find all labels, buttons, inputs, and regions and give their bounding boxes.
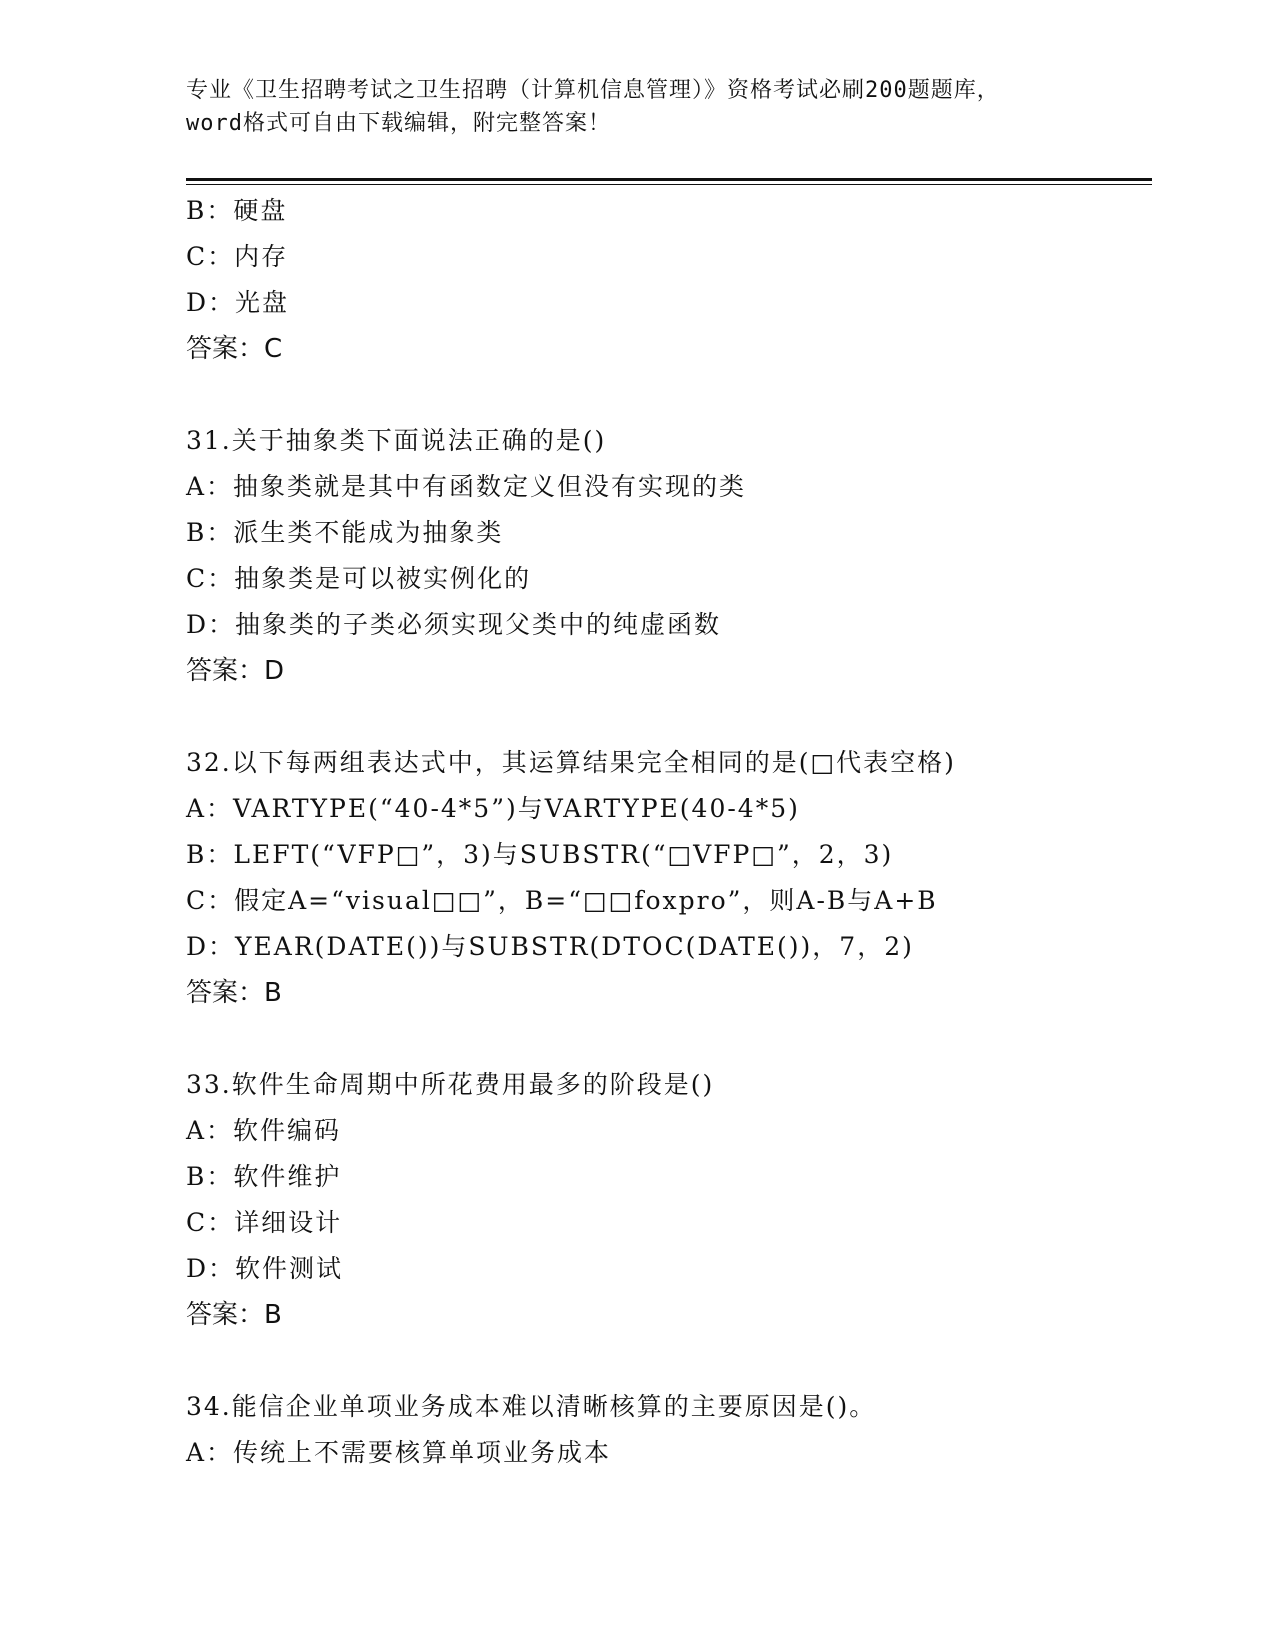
option-line: A：传统上不需要核算单项业务成本 — [186, 1438, 612, 1467]
answer-line: 答案：C — [186, 334, 283, 364]
answer-line: 答案：B — [186, 978, 282, 1008]
spacer — [186, 1338, 1152, 1384]
spacer — [186, 372, 1152, 418]
option-line: B：LEFT(“VFP□”，3)与SUBSTR(“□VFP□”，2，3) — [186, 840, 894, 869]
option-line: C：抽象类是可以被实例化的 — [186, 564, 532, 593]
header-divider-thin — [186, 184, 1152, 185]
question-stem: 32.以下每两组表达式中，其运算结果完全相同的是(□代表空格) — [186, 748, 956, 777]
spacer — [186, 1016, 1152, 1062]
option-line: D：光盘 — [186, 288, 290, 317]
option-line: B：派生类不能成为抽象类 — [186, 518, 504, 547]
header-line-1: 专业《卫生招聘考试之卫生招聘（计算机信息管理）》资格考试必刷200题题库， — [186, 78, 1000, 103]
answer-line: 答案：D — [186, 656, 285, 686]
question-list — [186, 188, 1152, 1476]
document-header — [186, 74, 1086, 140]
option-line: B：软件维护 — [186, 1162, 342, 1191]
option-line: A：抽象类就是其中有函数定义但没有实现的类 — [186, 472, 747, 501]
header-line-2: word格式可自由下载编辑，附完整答案！ — [186, 111, 611, 136]
question-stem: 33.软件生命周期中所花费用最多的阶段是() — [186, 1070, 715, 1099]
option-line: D：YEAR(DATE())与SUBSTR(DTOC(DATE())，7，2) — [186, 932, 914, 961]
option-line: A：软件编码 — [186, 1116, 342, 1145]
option-line: B：硬盘 — [186, 196, 288, 225]
option-line: A：VARTYPE(“40-4*5”)与VARTYPE(40-4*5) — [186, 794, 800, 823]
answer-line: 答案：B — [186, 1300, 282, 1330]
option-line: D：软件测试 — [186, 1254, 344, 1283]
option-line: C：假定A=“visual□□”，B=“□□foxpro”，则A-B与A+B — [186, 886, 938, 915]
option-line: D：抽象类的子类必须实现父类中的纯虚函数 — [186, 610, 722, 639]
spacer — [186, 694, 1152, 740]
question-stem: 31.关于抽象类下面说法正确的是() — [186, 426, 607, 455]
question-stem: 34.能信企业单项业务成本难以清晰核算的主要原因是()。 — [186, 1392, 877, 1421]
option-line: C：详细设计 — [186, 1208, 343, 1237]
option-line: C：内存 — [186, 242, 289, 271]
header-divider-thick — [186, 178, 1152, 181]
